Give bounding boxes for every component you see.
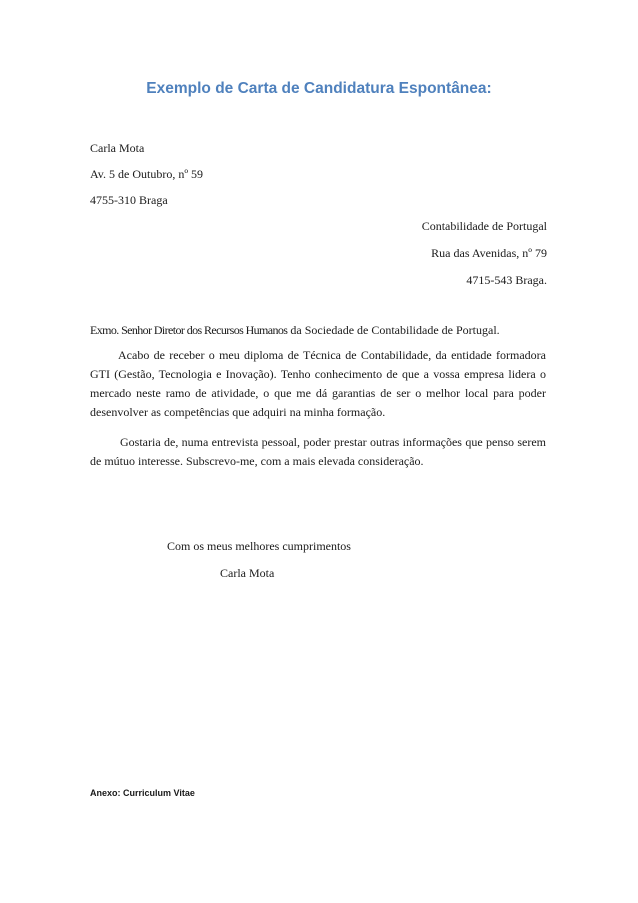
addressee-rest: da Sociedade de Contabilidade de Portugal. bbox=[287, 323, 500, 337]
recipient-postal: 4715-543 Braga. bbox=[466, 273, 547, 287]
recipient-company: Contabilidade de Portugal bbox=[421, 219, 547, 233]
page-title: Exemplo de Carta de Candidatura Espontânea: bbox=[146, 80, 492, 97]
addressee-line bbox=[90, 323, 500, 337]
body-paragraph-2 bbox=[90, 433, 546, 471]
closing-signature: Carla Mota bbox=[220, 566, 275, 580]
annex-note: Anexo: Curriculum Vitae bbox=[90, 788, 195, 798]
sender-street: Av. 5 de Outubro, nº 59 bbox=[90, 167, 204, 181]
sender-name: Carla Mota bbox=[90, 141, 145, 155]
paragraph-1-text: Acabo de receber o meu diploma de Técnica de Contabilidade, da entidade formadora GTI (Gestão, Tecnologia e Inovação). Tenho conhecimento de que a vossa empresa lidera o mercado neste ramo de atividade, o que me dá garantias de ser o melhor local para poder desenvolver as competências que adquiri na minha formação. bbox=[90, 348, 546, 419]
addressee-salutation: Exmo. Senhor Diretor dos Recursos Humanos bbox=[90, 323, 288, 337]
sender-postal: 4755-310 Braga bbox=[90, 193, 168, 207]
closing-greeting: Com os meus melhores cumprimentos bbox=[167, 539, 351, 553]
paragraph-2-text: Gostaria de, numa entrevista pessoal, poder prestar outras informações que penso serem de mútuo interesse. Subscrevo-me, com a mais elevada consideração. bbox=[90, 435, 546, 468]
body-paragraph-1 bbox=[90, 346, 546, 422]
recipient-street: Rua das Avenidas, nº 79 bbox=[431, 246, 547, 260]
